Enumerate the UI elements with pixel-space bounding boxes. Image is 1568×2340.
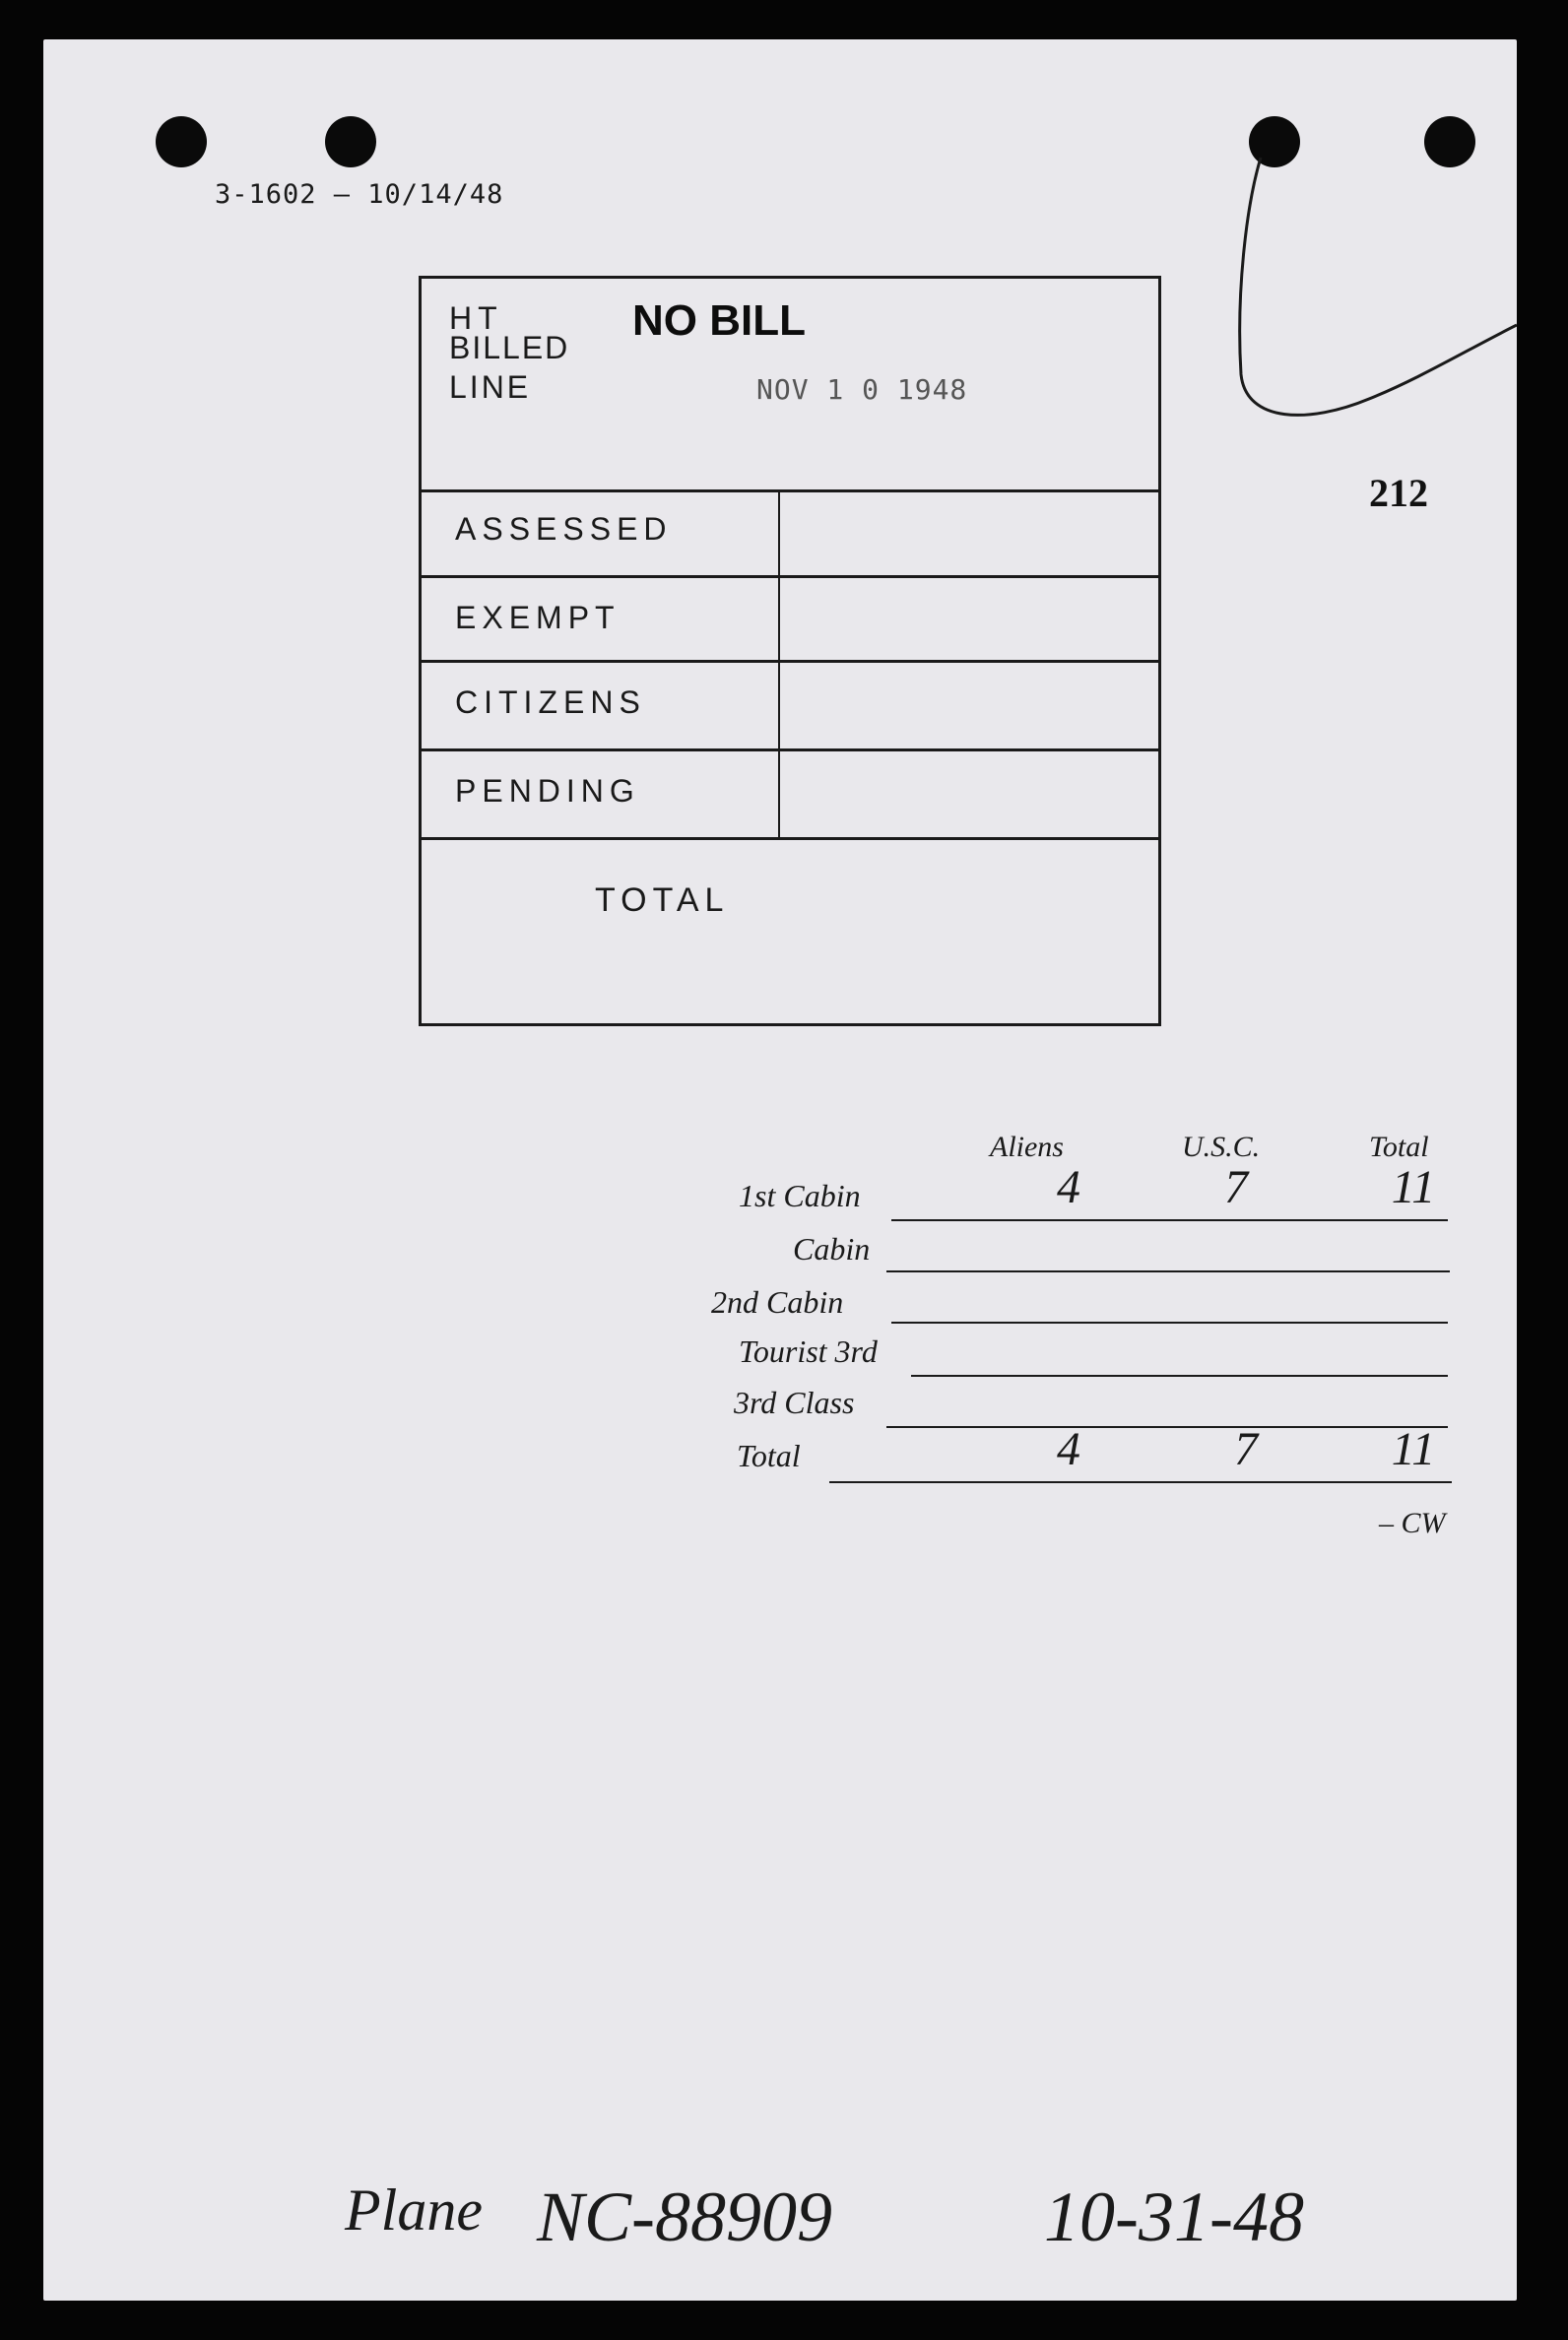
stamp-label-billed: BILLED xyxy=(449,330,570,365)
row-divider xyxy=(778,578,780,660)
punch-hole xyxy=(325,116,376,167)
row-label: PENDING xyxy=(455,773,640,809)
footer-vessel-type: Plane xyxy=(345,2178,483,2242)
column-header-total: Total xyxy=(1369,1131,1429,1163)
billing-stamp xyxy=(419,276,1161,1026)
stamp-label-line: LINE xyxy=(449,369,532,405)
row-label: CITIZENS xyxy=(455,684,646,720)
stamp-header xyxy=(422,279,1158,492)
stamp-label-ht: HT xyxy=(449,300,503,336)
cell-1st-cabin-aliens: 4 xyxy=(1057,1161,1080,1213)
ledger-line xyxy=(886,1426,1448,1428)
stamp-total-label: TOTAL xyxy=(595,881,730,919)
ledger-line xyxy=(886,1270,1450,1272)
row-divider xyxy=(778,663,780,748)
ledger-line xyxy=(891,1219,1448,1221)
row-label: EXEMPT xyxy=(455,600,621,635)
row-label: ASSESSED xyxy=(455,511,673,547)
column-header-aliens: Aliens xyxy=(990,1131,1064,1163)
ledger-line xyxy=(911,1375,1448,1377)
no-bill-stamp: NO BILL xyxy=(632,296,806,345)
class-label-total: Total xyxy=(737,1438,801,1473)
footer-date: 10-31-48 xyxy=(1044,2178,1304,2256)
cell-total-total: 11 xyxy=(1391,1423,1436,1475)
cell-1st-cabin-usc: 7 xyxy=(1224,1161,1248,1213)
class-label-tourist-3rd: Tourist 3rd xyxy=(739,1333,878,1369)
page-number: 212 xyxy=(1369,471,1428,515)
cell-total-aliens: 4 xyxy=(1057,1423,1080,1475)
row-divider xyxy=(778,751,780,837)
stamp-row-pending xyxy=(422,751,1158,840)
reference-number: 3-1602 — 10/14/48 xyxy=(215,179,504,210)
stamp-row-assessed xyxy=(422,489,1158,578)
class-label-1st-cabin: 1st Cabin xyxy=(739,1178,861,1213)
class-label-3rd-class: 3rd Class xyxy=(734,1385,855,1420)
footer-registration: NC-88909 xyxy=(537,2178,833,2256)
stamp-row-exempt xyxy=(422,578,1158,663)
column-header-usc: U.S.C. xyxy=(1182,1131,1261,1163)
stamp-date: NOV 1 0 1948 xyxy=(756,373,968,406)
row-divider xyxy=(778,489,780,575)
class-label-2nd-cabin: 2nd Cabin xyxy=(711,1284,844,1320)
cell-1st-cabin-total: 11 xyxy=(1391,1161,1436,1213)
stamp-row-citizens xyxy=(422,663,1158,751)
ledger-line xyxy=(891,1322,1448,1324)
ledger-line xyxy=(829,1481,1452,1483)
inspector-initials: – CW xyxy=(1379,1507,1446,1539)
pen-curve-mark xyxy=(1221,128,1517,423)
cell-total-usc: 7 xyxy=(1234,1423,1258,1475)
punch-hole xyxy=(156,116,207,167)
class-label-cabin: Cabin xyxy=(793,1231,871,1267)
